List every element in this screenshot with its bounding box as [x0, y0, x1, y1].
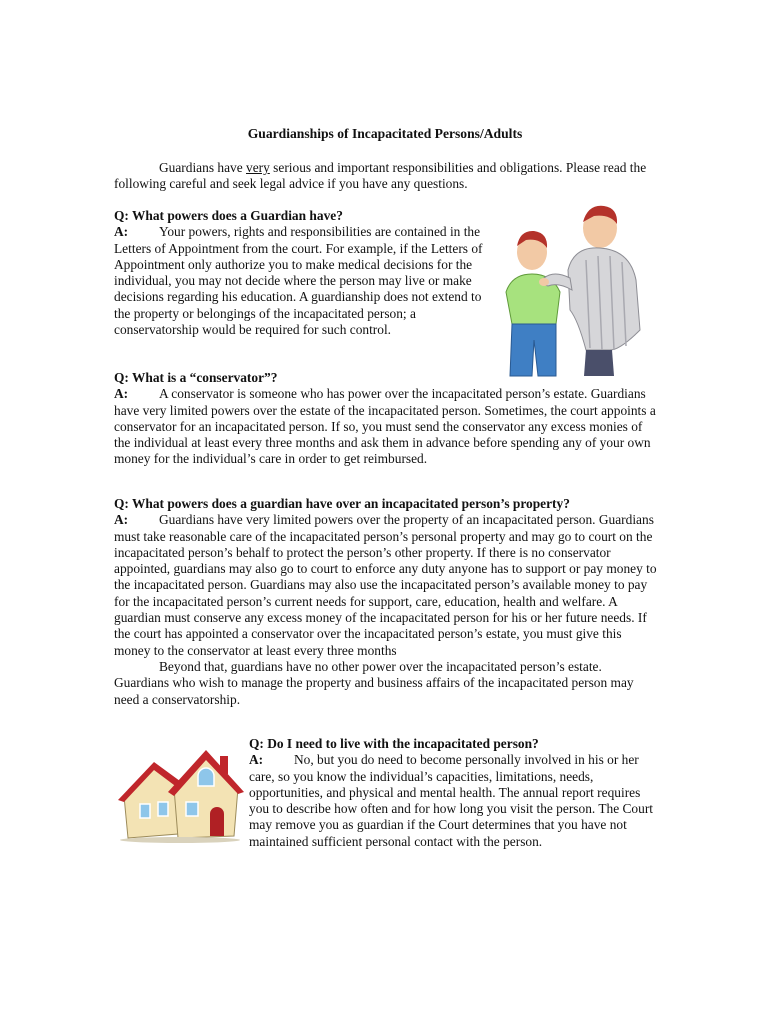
intro-text-end: serious and important responsibilities and obligations. Please read the following careful and seek legal advice if you have any questions. [114, 160, 647, 192]
answer-label: A: [114, 386, 129, 402]
answer-text: A conservator is someone who has power over the incapacitated person’s estate. Guardians have very limited powers over the estate of the incapacitated person. Sometimes, the court appoints a conservator for an incapacitated person. If so, you must send the conservator any excess monies of the individual at least every three months and ask them in advance before spending any of your own money for the individual’s care in order to get reimbursed. [114, 386, 656, 467]
section-property-powers [114, 496, 660, 708]
answer-continuation: Beyond that, guardians have no other power over the incapacitated person’s estate. Guardians who wish to manage the property and business affairs of the incapacitated person may need a conservatorship. [114, 658, 634, 707]
question-heading: Q: What powers does a Guardian have? [114, 208, 343, 223]
intro-emphasis: very [246, 160, 270, 175]
answer-label: A: [249, 752, 264, 768]
section-conservator [114, 370, 660, 468]
intro-text-start: Guardians have [159, 160, 247, 175]
house-clipart-icon [114, 734, 244, 844]
section-guardian-powers [114, 208, 492, 338]
document-title: Guardianships of Incapacitated Persons/Adults [247, 126, 523, 141]
section-live-with [249, 736, 659, 850]
answer-label: A: [114, 224, 129, 240]
answer-label: A: [114, 512, 129, 528]
answer-text: Your powers, rights and responsibilities are contained in the Letters of Appointment from the court. For example, if the Letters of Appointment only authorize you to make medical decisions for the individual, you may not decide where the person may live or make decisions regarding his education. A guardianship does not extend to the property or belongings of the incapacitated person; a conservatorship would be required for such control. [114, 224, 483, 338]
two-men-clipart-icon [490, 200, 650, 380]
question-heading: Q: Do I need to live with the incapacitated person? [249, 736, 539, 751]
answer-text: Guardians have very limited powers over the property of an incapacitated person. Guardians must take reasonable care of the incapacitated person’s personal property and may go to court on the incapacitated person’s behalf to protect the person’s other property. If there is no conservator appointed, guardians may also go to court to enforce any duty anyone has to support or pay money to the incapacitated person. Guardians may also use the incapacitated person’s available money to pay for the incapacitated person’s current needs for support, care, education, health and welfare. A guardian must conserve any excess money of the incapacitated person for his or her future needs. If the court has appointed a conservator over the incapacitated person’s estate, you must give this money to the conservator at least every three months [114, 512, 657, 658]
question-heading: Q: What powers does a guardian have over an incapacitated person’s property? [114, 496, 570, 511]
answer-text: No, but you do need to become personally involved in his or her care, so you know the individual’s capacities, limitations, needs, opportunities, and physical and mental health. The annual report requires you to describe how often and for how long you visit the person. The Court may remove you as guardian if the Court determines that you have not maintained sufficient personal contact with the person. [249, 752, 654, 849]
intro-paragraph [114, 160, 660, 193]
question-heading: Q: What is a “conservator”? [114, 370, 278, 385]
